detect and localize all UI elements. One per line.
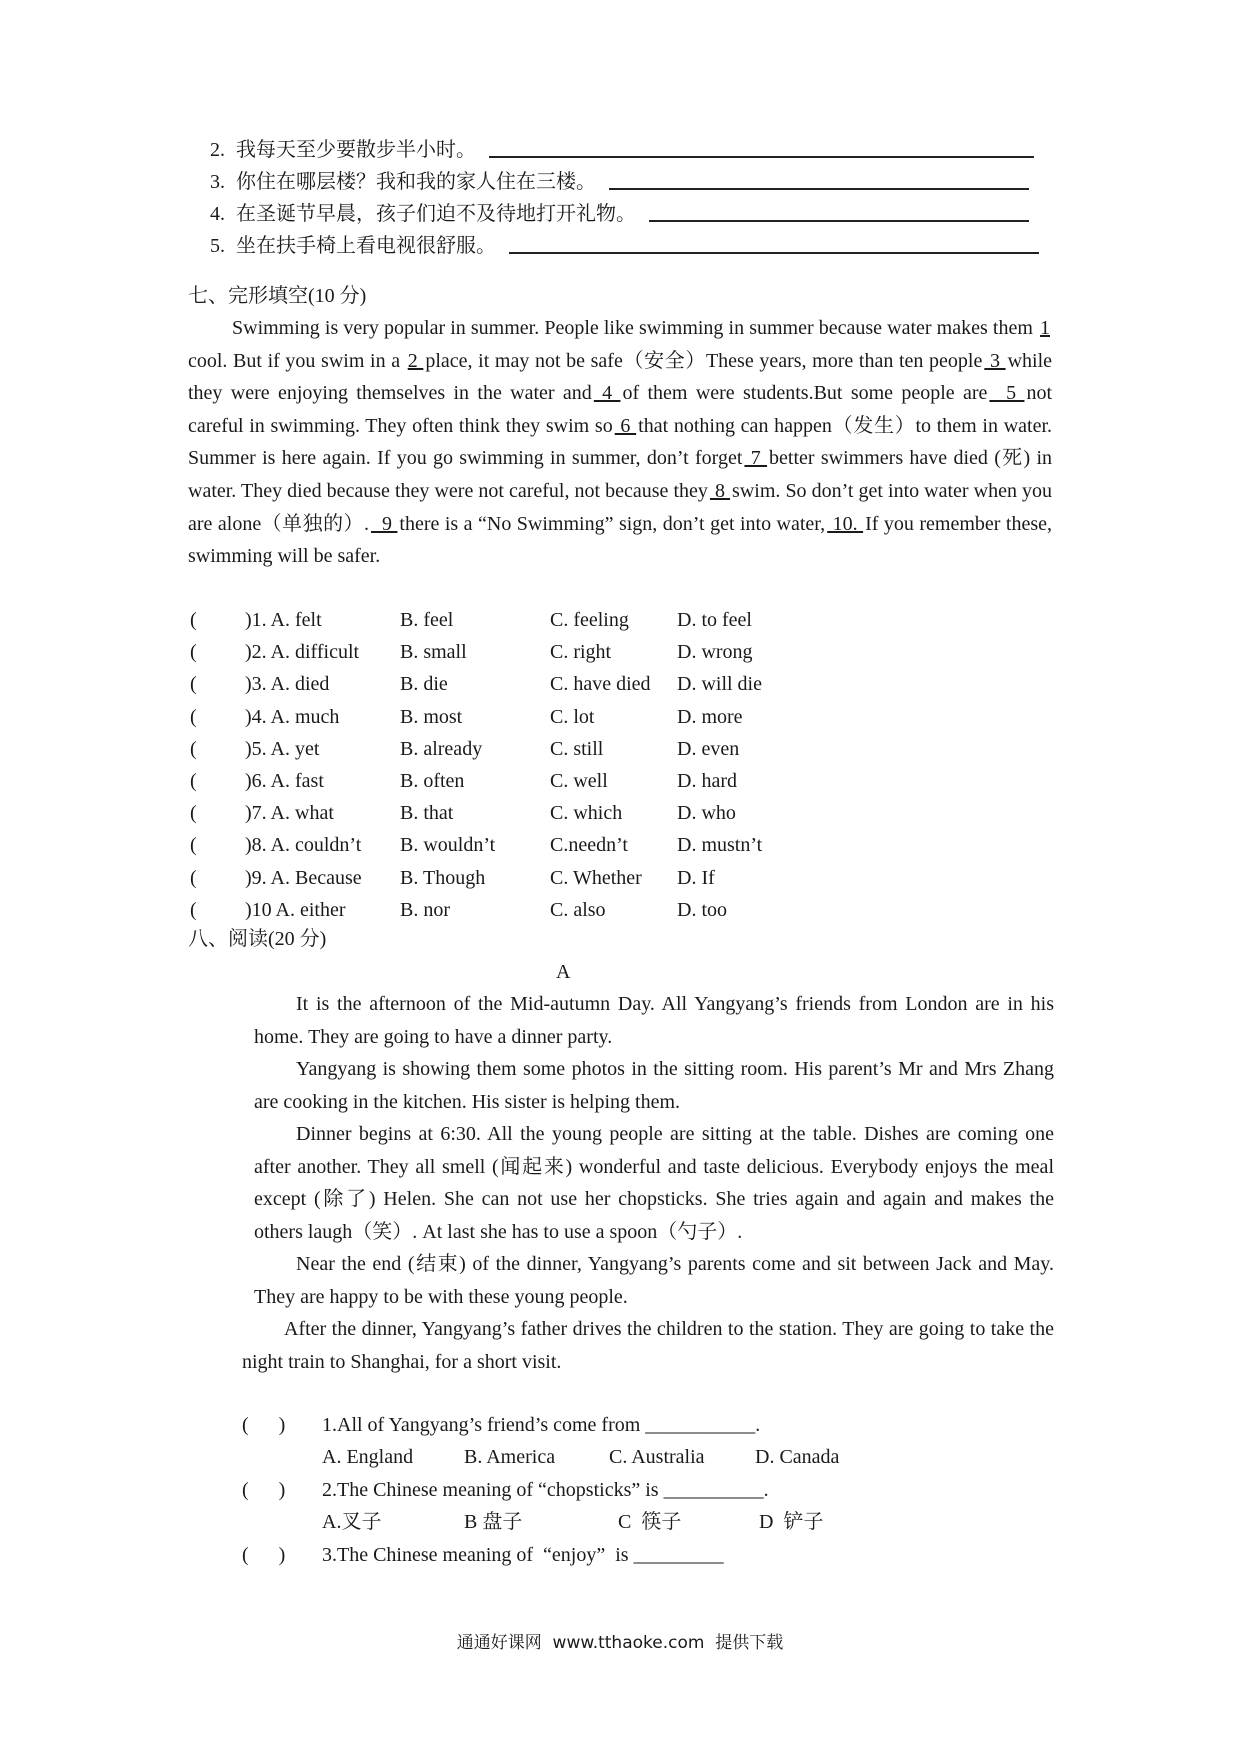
- option-d[interactable]: D. will die: [677, 673, 762, 696]
- passage-text: while they were enjoying themselves in the water and: [188, 349, 1053, 405]
- reading-paragraph: Near the end (结束) of the dinner, Yangyang’s parents come and sit between Jack and May. They are happy to be with these young people.: [254, 1253, 1054, 1308]
- cloze-blank[interactable]: 8: [709, 479, 731, 502]
- cloze-heading: 七、完形填空(10 分): [188, 285, 367, 307]
- option-b[interactable]: B. die: [400, 673, 448, 696]
- answer-bracket[interactable]: (: [190, 705, 197, 728]
- option-b[interactable]: B. that: [400, 802, 454, 825]
- option-b[interactable]: B. most: [400, 705, 463, 728]
- option-a[interactable]: )4. A. much: [245, 705, 340, 728]
- cloze-passage: [188, 312, 1052, 573]
- answer-bracket[interactable]: (: [190, 834, 197, 857]
- reading-paragraph: Yangyang is showing them some photos in the sitting room. His parent’s Mr and Mrs Zhang are cooking in the kitchen. His sister is helping them.: [254, 1058, 1054, 1113]
- option-d[interactable]: D. If: [677, 866, 715, 889]
- answer-bracket[interactable]: (: [190, 737, 197, 760]
- cloze-blank[interactable]: 4: [593, 382, 621, 405]
- page-footer: 通通好课网 www.tthaoke.com 提供下载: [456, 1633, 784, 1653]
- option-d[interactable]: D. wrong: [677, 641, 753, 664]
- passage-text: better swimmers have died (死) in water. They died because they were not careful, not because they: [188, 447, 1052, 502]
- answer-blank[interactable]: [609, 168, 1029, 190]
- cloze-blank[interactable]: 1: [1040, 317, 1050, 339]
- item-text: 你住在哪层楼？我和我的家人住在三楼。: [236, 171, 596, 193]
- option-b[interactable]: B. wouldn’t: [400, 834, 496, 857]
- option-c[interactable]: C. feeling: [550, 609, 629, 631]
- option-b[interactable]: B. Though: [400, 866, 486, 889]
- passage-text: of them were students.But some people are: [622, 382, 988, 405]
- reading-paragraph: After the dinner, Yangyang’s father drives the children to the station. They are going to take the night train to Shanghai, for a short visit.: [242, 1318, 1054, 1373]
- option-d[interactable]: D. to feel: [677, 609, 752, 631]
- answer-bracket[interactable]: (: [190, 673, 197, 696]
- cloze-blank[interactable]: 5: [989, 382, 1025, 405]
- answer-blank[interactable]: [509, 232, 1039, 254]
- passage-text: If you remember these, swimming will be safer.: [188, 512, 1052, 568]
- item-text: 坐在扶手椅上看电视很舒服。: [236, 235, 496, 257]
- option[interactable]: C 筷子: [618, 1511, 682, 1533]
- option[interactable]: A.叉子: [322, 1511, 382, 1533]
- answer-bracket[interactable]: (: [190, 802, 197, 825]
- option-a[interactable]: )7. A. what: [245, 802, 334, 825]
- question-stem: 2.The Chinese meaning of “chopsticks” is __________.: [322, 1479, 769, 1501]
- reading-question: [242, 1541, 724, 1569]
- option-d[interactable]: D. even: [677, 737, 740, 760]
- option-a[interactable]: )5. A. yet: [245, 737, 320, 760]
- option-c[interactable]: C. also: [550, 898, 606, 921]
- option-c[interactable]: C. lot: [550, 705, 595, 728]
- cloze-blank[interactable]: 3: [984, 349, 1006, 372]
- answer-bracket[interactable]: (: [190, 770, 197, 792]
- option-b[interactable]: B. small: [400, 641, 467, 664]
- answer-bracket[interactable]: ( ): [242, 1414, 286, 1436]
- reading-heading: 八、阅读(20 分): [188, 928, 327, 950]
- option-a[interactable]: )10 A. either: [245, 898, 346, 921]
- question-stem: 3.The Chinese meaning of “enjoy” is _________: [322, 1544, 724, 1566]
- item-text: 在圣诞节早晨，孩子们迫不及待地打开礼物。: [236, 203, 636, 225]
- answer-bracket[interactable]: (: [190, 641, 197, 664]
- cloze-blank[interactable]: 2: [407, 349, 424, 372]
- answer-blank[interactable]: [649, 200, 1029, 222]
- cloze-blank[interactable]: 10.: [827, 512, 864, 535]
- cloze-blank[interactable]: 6: [614, 414, 637, 437]
- passage-label: A: [556, 961, 571, 983]
- passage-text: that nothing can happen（发生）to them in water. Summer is here again. If you go swimming in summer, don’t forget: [188, 414, 1053, 470]
- passage-text: cool. But if you swim in a: [188, 349, 406, 372]
- answer-blank[interactable]: [489, 136, 1034, 158]
- option[interactable]: A. England: [322, 1446, 414, 1468]
- option-c[interactable]: C. well: [550, 770, 608, 792]
- item-number: 5.: [210, 235, 225, 257]
- option-c[interactable]: C. still: [550, 737, 604, 760]
- option-b[interactable]: B. already: [400, 737, 483, 760]
- answer-bracket[interactable]: (: [190, 898, 197, 921]
- translation-item: [210, 168, 1029, 196]
- question-stem: 1.All of Yangyang’s friend’s come from ___________.: [322, 1414, 761, 1436]
- option-b[interactable]: B. feel: [400, 609, 454, 631]
- option-a[interactable]: )1. A. felt: [245, 609, 322, 631]
- option[interactable]: B. America: [464, 1446, 556, 1468]
- option-a[interactable]: )9. A. Because: [245, 866, 362, 889]
- option-d[interactable]: D. who: [677, 802, 736, 825]
- option-d[interactable]: D. hard: [677, 770, 737, 792]
- reading-paragraph: It is the afternoon of the Mid-autumn Day. All Yangyang’s friends from London are in his home. They are going to have a dinner party.: [254, 993, 1054, 1048]
- option-c[interactable]: C. Whether: [550, 866, 642, 889]
- translation-item: [210, 200, 1029, 228]
- passage-text: place, it may not be safe（安全）These years, more than ten people: [425, 349, 983, 372]
- passage-text: Swimming is very popular in summer. People like swimming in summer because water makes them: [232, 317, 1038, 339]
- item-number: 3.: [210, 171, 225, 193]
- option-a[interactable]: )6. A. fast: [245, 770, 324, 792]
- answer-bracket[interactable]: (: [190, 609, 197, 631]
- cloze-blank[interactable]: 9: [371, 512, 398, 535]
- reading-question: [242, 1411, 760, 1439]
- option[interactable]: B 盘子: [464, 1511, 523, 1533]
- passage-text: swim. So don’t get into water when you are alone（单独的）.: [188, 479, 1053, 535]
- option-c[interactable]: C. have died: [550, 673, 651, 696]
- item-number: 2.: [210, 139, 225, 161]
- option-d[interactable]: D. mustn’t: [677, 834, 763, 857]
- option-a[interactable]: )8. A. couldn’t: [245, 834, 362, 857]
- answer-bracket[interactable]: (: [190, 866, 197, 889]
- answer-bracket[interactable]: ( ): [242, 1544, 286, 1566]
- passage-text: not careful in swimming. They often think they swim so: [188, 382, 1053, 437]
- reading-question: [242, 1476, 769, 1504]
- option-c[interactable]: C.needn’t: [550, 834, 628, 857]
- option-b[interactable]: B. nor: [400, 898, 450, 921]
- passage-text: there is a “No Swimming” sign, don’t get into water,: [399, 512, 826, 535]
- translation-item: [210, 136, 1034, 164]
- item-text: 我每天至少要散步半小时。: [236, 139, 476, 161]
- option-b[interactable]: B. often: [400, 770, 465, 792]
- option-a[interactable]: )2. A. difficult: [245, 641, 360, 664]
- option-a[interactable]: )3. A. died: [245, 673, 330, 696]
- translation-item: [210, 232, 1039, 260]
- reading-paragraph: Dinner begins at 6:30. All the young people are sitting at the table. Dishes are coming one after another. They all smell (闻起来) wonderful and taste delicious. Everybody enjoys the meal except (除了) Helen. She can not use her chopsticks. She tries again and again and makes the others laugh（笑）. At last she has to use a spoon（勺子）.: [254, 1123, 1054, 1243]
- option-c[interactable]: C. which: [550, 802, 623, 825]
- option-d[interactable]: D. too: [677, 898, 727, 921]
- option[interactable]: D. Canada: [755, 1446, 840, 1468]
- cloze-blank[interactable]: 7: [744, 447, 768, 470]
- answer-bracket[interactable]: ( ): [242, 1479, 286, 1501]
- option-c[interactable]: C. right: [550, 641, 612, 664]
- option-d[interactable]: D. more: [677, 705, 743, 728]
- option[interactable]: D 铲子: [759, 1511, 824, 1533]
- option[interactable]: C. Australia: [609, 1446, 705, 1468]
- item-number: 4.: [210, 203, 225, 225]
